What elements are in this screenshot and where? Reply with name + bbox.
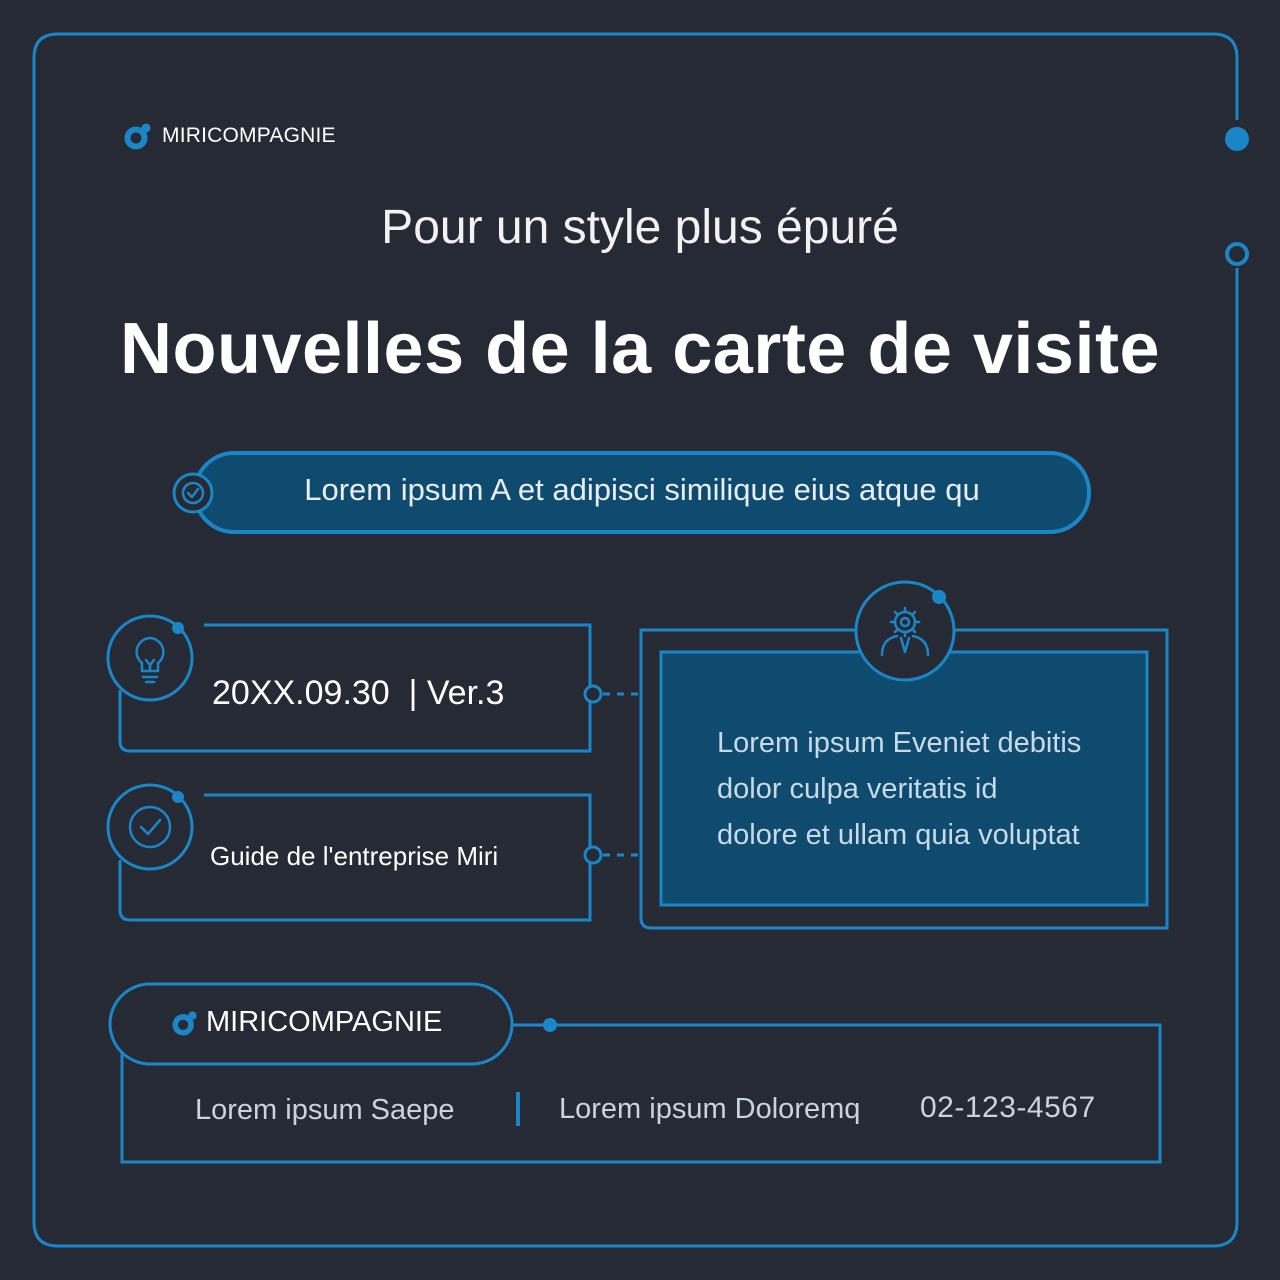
footer-item: Lorem ipsum Doloremq <box>559 1093 861 1125</box>
frame-dot-filled <box>1225 127 1249 151</box>
footer-item: Lorem ipsum Saepe <box>195 1094 455 1126</box>
info-line: dolor culpa veritatis id <box>717 773 998 805</box>
card-1-dot <box>172 622 184 634</box>
card-2-connector-ring <box>585 847 601 863</box>
banner-text: Lorem ipsum A et adipisci similique eius atque qu <box>304 472 980 507</box>
brand-logo-icon <box>172 1010 198 1036</box>
footer-phone: 02-123-4567 <box>920 1091 1096 1124</box>
info-box-dot <box>932 590 946 604</box>
brand-logo-icon <box>124 122 152 150</box>
info-line: dolore et ullam quia voluptat <box>717 819 1080 851</box>
footer-brand <box>172 1006 442 1039</box>
footer-dot <box>543 1018 557 1032</box>
card-guide: Guide de l'entreprise Miri <box>210 841 499 871</box>
page-subtitle: Pour un style plus épuré <box>381 201 899 254</box>
info-line: Lorem ipsum Eveniet debitis <box>717 727 1082 759</box>
info-box-text <box>717 720 1137 858</box>
card-date-version: 20XX.09.30 | Ver.3 <box>212 674 505 712</box>
page-title: Nouvelles de la carte de visite <box>120 309 1160 389</box>
footer-brand-name: MIRICOMPAGNIE <box>206 1006 443 1038</box>
brand-name: MIRICOMPAGNIE <box>162 124 336 147</box>
card-1-connector-ring <box>585 686 601 702</box>
brand-header <box>124 122 336 150</box>
card-2-dot <box>172 791 184 803</box>
